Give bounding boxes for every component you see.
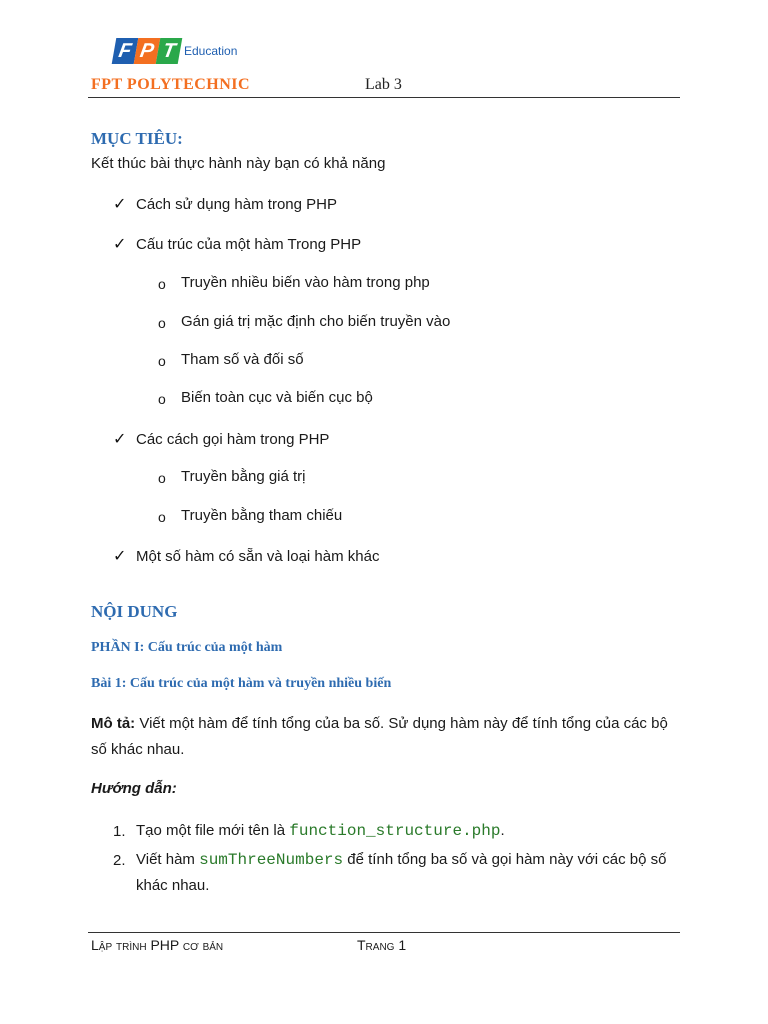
goal-item: Các cách gọi hàm trong PHP xyxy=(136,431,330,448)
goal-subitem: Truyền bằng giá trị xyxy=(181,468,306,485)
step-text-part: Tạo một file mới tên là xyxy=(136,822,290,839)
description-text: Viết một hàm để tính tổng của ba số. Sử dụng hàm này để tính tổng của các bộ số khác nhau. xyxy=(91,715,668,758)
description-paragraph xyxy=(91,711,681,763)
goal-item: Cấu trúc của một hàm Trong PHP xyxy=(136,236,362,253)
sub-bullet: o xyxy=(158,353,166,369)
goals-intro: Kết thúc bài thực hành này bạn có khả năng xyxy=(91,155,386,172)
check-icon: ✓ xyxy=(113,431,127,448)
logo-letter-t: T xyxy=(156,38,183,64)
check-icon: ✓ xyxy=(113,548,127,565)
footer-course: Lập trình PHP cơ bản xyxy=(91,937,224,953)
step-text xyxy=(136,818,681,844)
part-heading: PHẦN I: Cấu trúc của một hàm xyxy=(91,640,283,655)
goals-heading: MỤC TIÊU: xyxy=(91,129,183,148)
check-icon: ✓ xyxy=(113,236,127,253)
logo-letter-f: F xyxy=(112,38,139,64)
step-number: 1. xyxy=(113,823,126,840)
step-text-part: để tính tổng ba số và gọi hàm này với các bộ số khác nhau. xyxy=(136,851,667,894)
logo-letter-p: P xyxy=(134,38,161,64)
footer-page-number: Trang 1 xyxy=(357,937,407,953)
goal-subitem: Truyền bằng tham chiếu xyxy=(181,507,343,524)
goal-item: Cách sử dụng hàm trong PHP xyxy=(136,196,337,213)
sub-bullet: o xyxy=(158,509,166,525)
header-divider xyxy=(88,97,680,98)
check-icon: ✓ xyxy=(113,196,127,213)
content-heading: NỘI DUNG xyxy=(91,602,178,621)
brand-name: FPT POLYTECHNIC xyxy=(91,76,251,93)
footer-divider xyxy=(88,932,680,933)
step-text-part: Viết hàm xyxy=(136,851,200,868)
fpt-education-logo xyxy=(112,38,242,72)
code-function-name: sumThreeNumbers xyxy=(199,851,344,869)
goal-subitem: Tham số và đối số xyxy=(181,351,304,368)
exercise-heading: Bài 1: Cấu trúc của một hàm và truyền nhiều biến xyxy=(91,676,392,691)
step-text-part: . xyxy=(500,822,505,839)
sub-bullet: o xyxy=(158,315,166,331)
sub-bullet: o xyxy=(158,391,166,407)
code-filename: function_structure.php xyxy=(289,822,501,840)
goal-subitem: Truyền nhiều biến vào hàm trong php xyxy=(181,274,430,291)
goal-subitem: Gán giá trị mặc định cho biến truyền vào xyxy=(181,313,451,330)
logo-suffix: Education xyxy=(184,44,238,58)
description-label: Mô tả: xyxy=(91,715,136,732)
sub-bullet: o xyxy=(158,276,166,292)
sub-bullet: o xyxy=(158,470,166,486)
lab-title: Lab 3 xyxy=(365,76,402,93)
step-number: 2. xyxy=(113,852,126,869)
step-text xyxy=(136,847,681,899)
goal-item: Một số hàm có sẵn và loại hàm khác xyxy=(136,548,380,565)
goal-subitem: Biến toàn cục và biến cục bộ xyxy=(181,389,373,406)
guide-heading: Hướng dẫn: xyxy=(91,780,177,797)
